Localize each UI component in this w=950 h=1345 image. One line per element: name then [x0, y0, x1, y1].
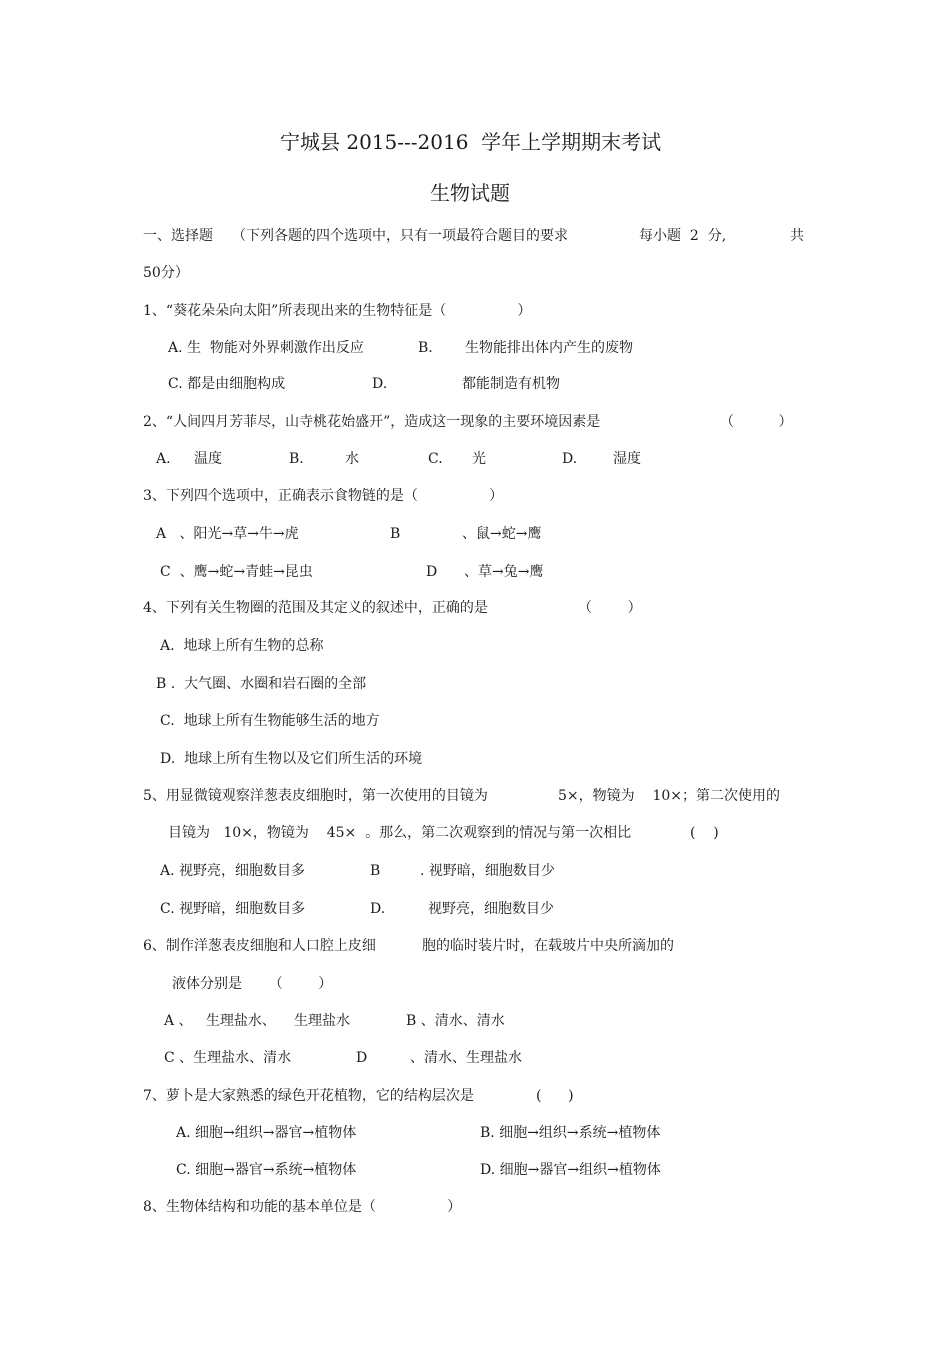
- option-a: A 、阳光→草→牛→虎: [156, 526, 299, 542]
- question-stem: 2、“人间四月芳菲尽，山寺桃花始盛开”，造成这一现象的主要环境因素是: [143, 414, 601, 430]
- option-b: B . 大气圈、水圈和岩石圈的全部: [156, 676, 367, 692]
- question-stem: 5、用显微镜观察洋葱表皮细胞时，第一次使用的目镜为: [143, 788, 488, 804]
- option-c: C. 都是由细胞构成: [168, 376, 286, 392]
- option-b-letter: B: [390, 526, 401, 542]
- section-instruction: （下列各题的四个选项中，只有一项最符合题目的要求: [232, 228, 568, 244]
- question-paren: ( ): [536, 1088, 574, 1104]
- option-b: 、鼠→蛇→鹰: [462, 526, 542, 542]
- page-subtitle: 生物试题: [430, 181, 510, 205]
- option-c: 光: [472, 451, 486, 467]
- section-total-b: 50分）: [143, 265, 189, 281]
- option-c: C 、生理盐水、清水: [164, 1050, 292, 1066]
- option-d: 、草→兔→鹰: [464, 564, 544, 580]
- option-a: 温度: [194, 451, 222, 467]
- option-b: B. 细胞→组织→系统→植物体: [480, 1125, 661, 1141]
- question-stem-line2: 液体分别是 （ ）: [172, 976, 333, 992]
- option-a: A. 生 物能对外界刺激作出反应: [168, 340, 364, 356]
- option-a: A. 视野亮，细胞数目多: [160, 863, 306, 879]
- question-paren: ( ): [690, 825, 719, 841]
- option-d-letter: D.: [370, 901, 386, 917]
- option-c: C. 细胞→器官→系统→植物体: [176, 1162, 357, 1178]
- option-d: D. 细胞→器官→组织→植物体: [480, 1162, 661, 1178]
- option-b-letter: B: [370, 863, 381, 879]
- question-stem: 8、生物体结构和功能的基本单位是（ ）: [143, 1199, 462, 1215]
- section-total-a: 共: [790, 228, 804, 244]
- option-b-letter: B.: [289, 451, 304, 467]
- option-c: C. 地球上所有生物能够生活的地方: [160, 713, 380, 729]
- option-c: C. 视野暗，细胞数目多: [160, 901, 306, 917]
- question-stem-line2: 目镜为 10×，物镜为 45× 。那么，第二次观察到的情况与第一次相比: [168, 825, 632, 841]
- option-b: 水: [345, 451, 359, 467]
- question-stem-cont: 5×，物镜为 10×；第二次使用的: [558, 788, 780, 804]
- option-d: 都能制造有机物: [462, 376, 560, 392]
- option-b-letter: B.: [418, 340, 433, 356]
- option-d: D. 地球上所有生物以及它们所生活的环境: [160, 751, 423, 767]
- option-a: A 、 生理盐水、: [164, 1013, 276, 1029]
- option-d: 、清水、生理盐水: [410, 1050, 522, 1066]
- section-points: 每小题 2 分,: [639, 228, 727, 244]
- option-b: 生物能排出体内产生的废物: [465, 340, 633, 356]
- question-stem: 6、制作洋葱表皮细胞和人口腔上皮细: [143, 938, 376, 954]
- option-b: B 、清水、清水: [406, 1013, 505, 1029]
- question-paren: （ ）: [720, 414, 793, 430]
- section-heading: 一、选择题: [143, 228, 213, 244]
- option-d: 湿度: [613, 451, 641, 467]
- option-a-cont: 生理盐水: [294, 1013, 350, 1029]
- option-a: A. 地球上所有生物的总称: [160, 638, 324, 654]
- question-stem: 7、萝卜是大家熟悉的绿色开花植物，它的结构层次是: [143, 1088, 474, 1104]
- option-d-letter: D.: [562, 451, 578, 467]
- option-c: C 、鹰→蛇→青蛙→昆虫: [160, 564, 313, 580]
- page-title: 宁城县 2015---2016 学年上学期期末考试: [280, 130, 662, 154]
- option-b: . 视野暗，细胞数目少: [420, 863, 555, 879]
- question-stem: 1、“葵花朵朵向太阳”所表现出来的生物特征是（ ）: [143, 303, 532, 319]
- question-stem: 3、下列四个选项中，正确表示食物链的是（ ）: [143, 488, 504, 504]
- option-a-letter: A.: [156, 451, 171, 467]
- question-paren: （ ）: [578, 600, 642, 616]
- option-d-letter: D: [426, 564, 438, 580]
- option-a: A. 细胞→组织→器官→植物体: [176, 1125, 357, 1141]
- option-d-letter: D: [356, 1050, 368, 1066]
- option-d: 视野亮，细胞数目少: [428, 901, 554, 917]
- option-d-letter: D.: [372, 376, 388, 392]
- question-stem: 4、下列有关生物圈的范围及其定义的叙述中，正确的是: [143, 600, 488, 616]
- option-c-letter: C.: [428, 451, 443, 467]
- question-stem-cont: 胞的临时装片时，在载玻片中央所滴加的: [422, 938, 674, 954]
